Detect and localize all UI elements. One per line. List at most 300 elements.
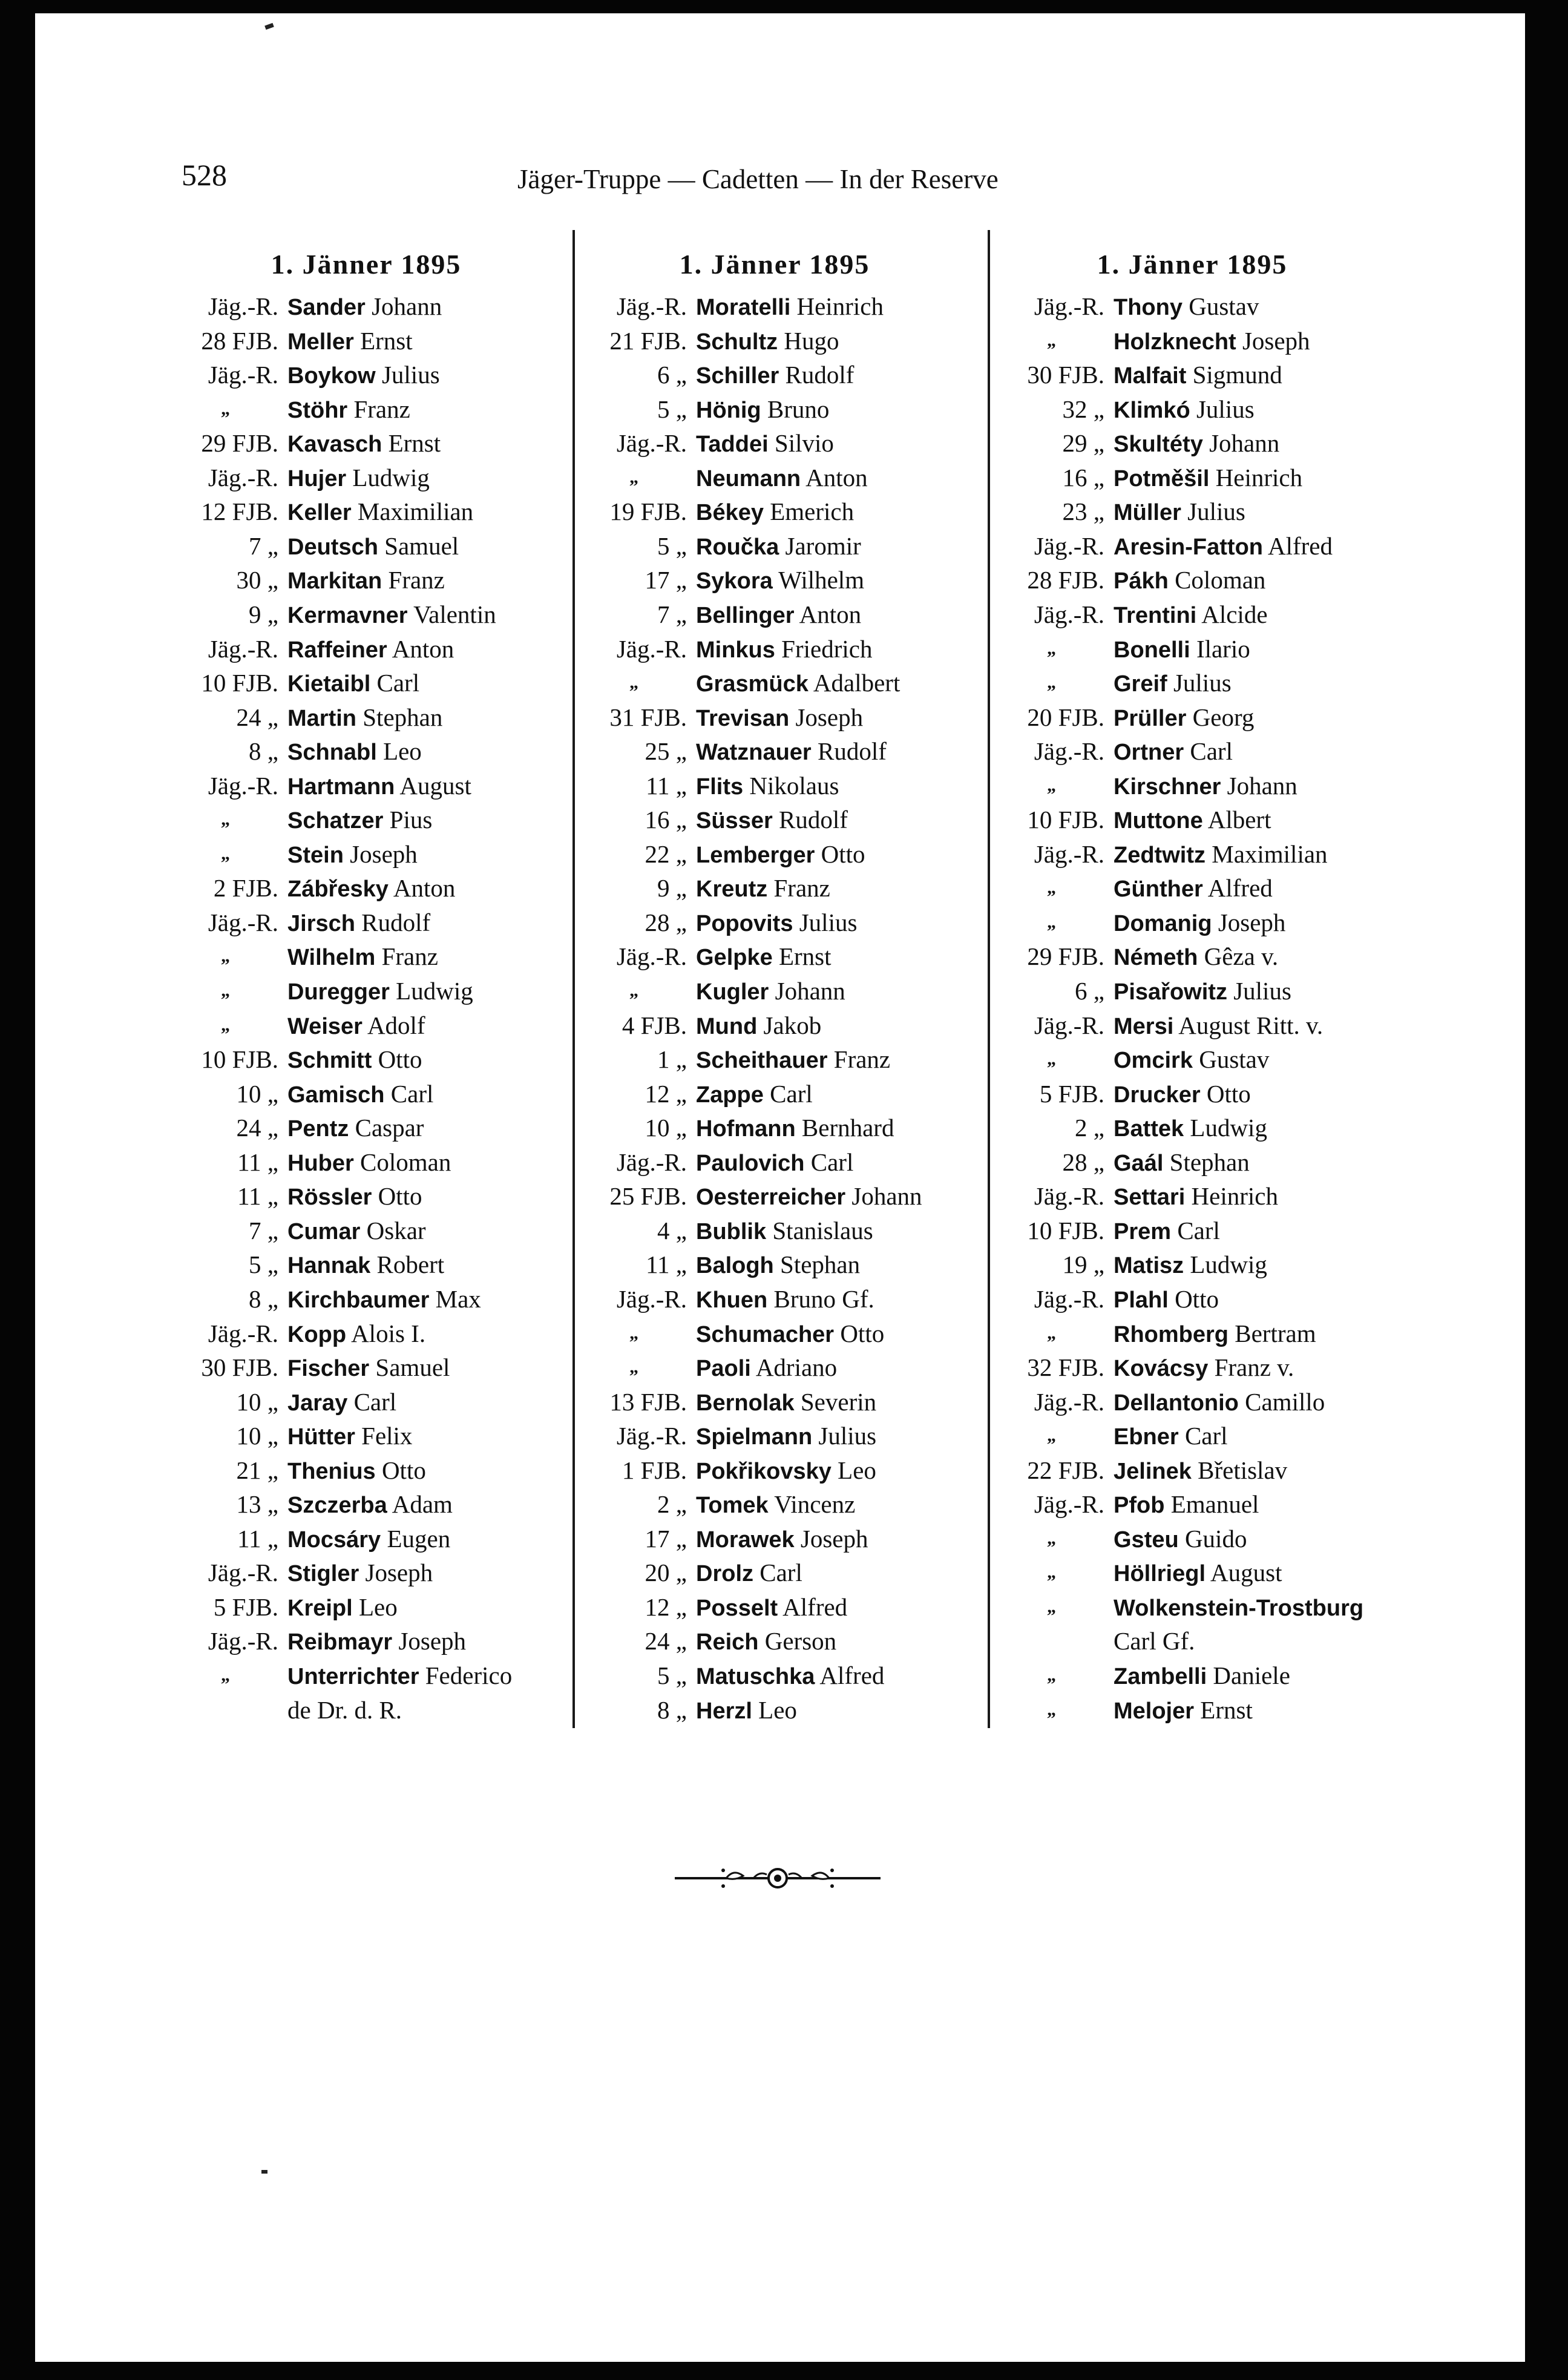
surname: Kirschner (1114, 774, 1221, 800)
person-name (696, 1453, 876, 1488)
surname: Aresin-Fatton (1114, 534, 1263, 560)
unit-label: 30 FJB. (1027, 361, 1104, 389)
person-name (1114, 1179, 1278, 1214)
given-name: Ludwig (1190, 1114, 1267, 1142)
given-name: Gustav (1199, 1045, 1270, 1074)
unit-label: 6 „ (1075, 977, 1104, 1005)
person-name (287, 1145, 451, 1180)
unit-label: Jäg.-R. (1034, 1387, 1104, 1416)
given-name: Carl (810, 1148, 854, 1176)
person-name (287, 1658, 512, 1694)
surname: Kreutz (696, 876, 768, 902)
column-divider (988, 230, 990, 1728)
person-name (287, 1214, 426, 1249)
unit-label: „ (1047, 1323, 1056, 1343)
unit-label: 1 FJB. (622, 1456, 687, 1484)
surname: Zappe (696, 1082, 764, 1108)
surname: Flits (696, 774, 744, 800)
person-name (1114, 1556, 1282, 1591)
unit-label: 10 FJB. (201, 1045, 278, 1074)
person-name (1114, 939, 1278, 975)
surname: Ebner (1114, 1424, 1179, 1450)
unit-label: 29 FJB. (1027, 942, 1104, 971)
surname: Kovácsy (1114, 1356, 1209, 1382)
surname: Scheithauer (696, 1048, 828, 1074)
unit-label: 29 FJB. (201, 429, 278, 458)
person-name (287, 529, 459, 564)
unit-label: 9 „ (657, 874, 687, 902)
surname: Trentini (1114, 602, 1197, 628)
surname: Kavasch (287, 432, 382, 458)
person-name (696, 1111, 894, 1146)
unit-label: Jäg.-R. (208, 908, 278, 936)
given-name: Bruno (767, 395, 830, 423)
person-name (1114, 1248, 1267, 1283)
surname: Meller (287, 329, 354, 355)
unit-label: Jäg.-R. (1034, 1490, 1104, 1519)
person-name (1114, 563, 1265, 598)
person-name (696, 461, 868, 496)
given-name: Julius (1187, 498, 1245, 526)
unit-label: 11 „ (646, 1251, 687, 1279)
given-name: Stephan (362, 703, 443, 731)
unit-label: „ (1047, 878, 1056, 898)
unit-label: 8 „ (249, 737, 278, 766)
unit-label: 10 FJB. (201, 669, 278, 697)
given-name: Gustav (1189, 292, 1259, 320)
given-name: Otto (840, 1319, 885, 1347)
given-name: Caspar (355, 1114, 424, 1142)
person-name (287, 666, 419, 701)
surname: Kugler (696, 979, 769, 1005)
unit-label: „ (221, 1665, 230, 1685)
unit-label: „ (1047, 638, 1056, 659)
unit-label: 5 „ (657, 1662, 687, 1689)
given-name: Johann (1209, 429, 1280, 458)
surname: Jelinek (1114, 1458, 1192, 1484)
person-name (1114, 837, 1328, 872)
unit-label: Jäg.-R. (616, 634, 687, 663)
surname: Günther (1114, 876, 1203, 902)
surname: Herzl (696, 1698, 752, 1724)
surname: Gaál (1114, 1150, 1164, 1176)
person-name (287, 734, 422, 769)
surname: Hannak (287, 1253, 371, 1279)
given-name: Ernst (1200, 1695, 1253, 1724)
person-name (696, 1658, 884, 1694)
surname: Cumar (287, 1218, 361, 1244)
surname: Taddei (696, 432, 769, 458)
surname: Fischer (287, 1356, 370, 1382)
given-name: Joseph (1242, 326, 1310, 355)
person-name (696, 1624, 836, 1659)
surname: Domanig (1114, 910, 1212, 936)
unit-label: 16 „ (1062, 463, 1104, 491)
given-name: Georg (1192, 703, 1255, 731)
surname: Matuschka (696, 1664, 815, 1689)
given-name: Ernst (388, 429, 441, 458)
unit-label: 17 „ (645, 1524, 687, 1553)
surname: Hartmann (287, 774, 395, 800)
surname: Prem (1114, 1218, 1172, 1244)
person-name (1114, 392, 1255, 427)
unit-label: Jäg.-R. (1034, 531, 1104, 560)
unit-label: Jäg.-R. (208, 361, 278, 389)
person-name (1114, 461, 1302, 496)
surname: Sykora (696, 568, 773, 594)
unit-label: 30 FJB. (201, 1353, 278, 1382)
unit-label: „ (629, 1357, 638, 1378)
surname: Drolz (696, 1561, 753, 1587)
given-name: Anton (799, 600, 862, 628)
person-name (1114, 1693, 1253, 1728)
surname: Wolkenstein-Trostburg (1114, 1595, 1364, 1621)
surname: Plahl (1114, 1287, 1169, 1313)
surname: Popovits (696, 910, 793, 936)
person-name (1114, 1008, 1323, 1044)
unit-label: 24 „ (236, 703, 278, 731)
surname: Lemberger (696, 842, 815, 868)
given-name: Joseph (350, 840, 418, 868)
surname: Hujer (287, 465, 347, 491)
given-name: Adam (392, 1490, 453, 1519)
unit-label: Jäg.-R. (208, 1319, 278, 1347)
person-name (696, 1317, 884, 1352)
person-name (696, 769, 839, 804)
surname: Paoli (696, 1356, 751, 1382)
person-name (287, 563, 445, 598)
person-name (1114, 803, 1271, 838)
given-name: Daniele (1213, 1662, 1290, 1689)
given-name: Franz (773, 874, 830, 902)
person-name (696, 1248, 860, 1283)
page-number: 528 (182, 158, 227, 192)
person-name (287, 1077, 433, 1112)
given-name: Johann (372, 292, 442, 320)
surname: Mocsáry (287, 1527, 381, 1553)
surname: Stein (287, 842, 344, 868)
person-name (287, 1008, 425, 1044)
given-name: Heinrich (1215, 463, 1303, 491)
surname: Gelpke (696, 945, 773, 971)
person-name (287, 871, 455, 906)
person-name (287, 1042, 422, 1077)
unit-label: 22 „ (645, 840, 687, 868)
unit-label: 12 FJB. (201, 498, 278, 526)
unit-label: 10 FJB. (1027, 806, 1104, 834)
surname: Watznauer (696, 740, 812, 766)
given-name: Adriano (755, 1353, 838, 1382)
person-name (1114, 1419, 1228, 1454)
unit-label: „ (1047, 1665, 1056, 1685)
person-name (287, 1385, 396, 1420)
person-name (696, 1350, 837, 1386)
unit-label: Jäg.-R. (1034, 840, 1104, 868)
person-name (696, 597, 861, 633)
person-name (287, 700, 442, 735)
person-name (287, 906, 430, 941)
unit-label: 21 FJB. (609, 326, 687, 355)
unit-label: 22 FJB. (1027, 1456, 1104, 1484)
surname: Bublik (696, 1218, 767, 1244)
person-name (287, 1419, 412, 1454)
unit-label: Jäg.-R. (1034, 1182, 1104, 1211)
given-name: Otto (381, 1456, 426, 1484)
given-name: Stephan (1169, 1148, 1250, 1176)
unit-label: 17 „ (645, 566, 687, 594)
person-name (1114, 666, 1232, 701)
person-name (696, 563, 864, 598)
given-name: Julius (799, 908, 858, 936)
given-name: Eugen (387, 1524, 451, 1553)
given-name: Carl (1177, 1216, 1220, 1244)
person-name (696, 906, 857, 941)
unit-label: 8 „ (249, 1284, 278, 1313)
surname: Neumann (696, 465, 801, 491)
person-name (1114, 1453, 1287, 1488)
unit-label: Jäg.-R. (616, 292, 687, 320)
person-name (1114, 734, 1233, 769)
given-name: Adolf (367, 1011, 425, 1039)
person-name (287, 1179, 422, 1214)
surname: Prüller (1114, 705, 1187, 731)
given-name: Joseph (795, 703, 864, 731)
given-name: Otto (378, 1182, 422, 1211)
person-name (696, 1385, 876, 1420)
given-name: Leo (758, 1695, 797, 1724)
given-name: Wilhelm (778, 566, 865, 594)
unit-label: 11 „ (237, 1148, 278, 1176)
given-name: Silvio (774, 429, 834, 458)
person-name (287, 803, 432, 838)
surname: Bernolak (696, 1390, 795, 1416)
surname: Keller (287, 500, 352, 526)
unit-label: 5 FJB. (213, 1593, 278, 1621)
given-name: Stanislaus (772, 1216, 873, 1244)
person-name (287, 597, 496, 633)
unit-label: „ (1047, 1528, 1056, 1548)
surname: Reich (696, 1629, 759, 1655)
unit-label: „ (1047, 1562, 1056, 1583)
surname: Pisařowitz (1114, 979, 1227, 1005)
person-name (696, 666, 900, 701)
unit-label: 10 „ (236, 1387, 278, 1416)
person-name (696, 358, 854, 393)
person-name (1114, 597, 1268, 633)
name-continuation: Carl Gf. (1114, 1627, 1195, 1655)
person-name (1114, 426, 1279, 461)
given-name: Camillo (1245, 1387, 1325, 1416)
surname: Schumacher (696, 1321, 835, 1347)
unit-label: „ (629, 467, 638, 487)
surname: Hofmann (696, 1116, 796, 1142)
surname: Potměšil (1114, 465, 1210, 491)
unit-label: 28 „ (645, 908, 687, 936)
person-name (287, 1350, 450, 1386)
person-name (1114, 1487, 1259, 1522)
given-name: Leo (358, 1593, 398, 1621)
unit-label: „ (1047, 1049, 1056, 1070)
given-name: Carl (390, 1079, 434, 1108)
surname: Boykow (287, 363, 376, 389)
unit-label: „ (629, 672, 638, 693)
given-name: Rudolf (361, 908, 431, 936)
person-name (1114, 289, 1259, 324)
given-name: Franz v. (1214, 1353, 1294, 1382)
surname: Süsser (696, 808, 773, 834)
surname: Omcirk (1114, 1048, 1193, 1074)
person-name (287, 495, 473, 530)
surname: Duregger (287, 979, 390, 1005)
surname: Ortner (1114, 740, 1184, 766)
surname: Skultéty (1114, 432, 1203, 458)
surname: Pfob (1114, 1493, 1165, 1519)
surname: Raffeiner (287, 637, 387, 663)
given-name: Gêza v. (1204, 942, 1279, 971)
unit-label: 2 „ (1075, 1114, 1104, 1142)
surname: Németh (1114, 945, 1198, 971)
unit-label: 25 FJB. (609, 1182, 687, 1211)
unit-label: Jäg.-R. (1034, 600, 1104, 628)
unit-label: 16 „ (645, 806, 687, 834)
given-name: Leo (383, 737, 422, 766)
unit-label: Jäg.-R. (616, 1284, 687, 1313)
unit-label: Jäg.-R. (208, 292, 278, 320)
given-name: Carl (353, 1387, 397, 1416)
given-name: Joseph (1218, 908, 1286, 936)
name-continuation: de Dr. d. R. (287, 1695, 402, 1724)
surname: Kirchbaumer (287, 1287, 430, 1313)
person-name (1114, 1522, 1247, 1557)
unit-label: 4 „ (657, 1216, 687, 1244)
unit-label: Jäg.-R. (616, 1148, 687, 1176)
given-name: Felix (361, 1422, 413, 1450)
person-name (696, 392, 829, 427)
unit-label: 28 FJB. (1027, 566, 1104, 594)
given-name: Julius (1173, 669, 1232, 697)
unit-label: 2 „ (657, 1490, 687, 1519)
person-name (287, 1248, 444, 1283)
given-name: Nikolaus (749, 771, 839, 800)
unit-label: 5 „ (657, 531, 687, 560)
surname: Pentz (287, 1116, 349, 1142)
unit-label: 12 „ (645, 1593, 687, 1621)
given-name: Rudolf (817, 737, 887, 766)
unit-label: 24 „ (236, 1114, 278, 1142)
unit-label: 2 FJB. (213, 874, 278, 902)
given-name: Julius (1233, 977, 1291, 1005)
unit-label: „ (1047, 672, 1056, 693)
unit-label: Jäg.-R. (1034, 1284, 1104, 1313)
person-name (287, 392, 410, 427)
given-name: Franz (353, 395, 410, 423)
unit-label: „ (221, 946, 230, 967)
unit-label: Jäg.-R. (208, 634, 278, 663)
person-name (696, 734, 887, 769)
surname: Gamisch (287, 1082, 385, 1108)
surname: Pákh (1114, 568, 1169, 594)
given-name: Julius (1196, 395, 1255, 423)
unit-label: „ (221, 398, 230, 419)
unit-label: „ (221, 981, 230, 1001)
given-name: Albert (1207, 806, 1271, 834)
given-name: Anton (393, 874, 456, 902)
person-name (696, 1145, 853, 1180)
person-name (696, 1282, 874, 1317)
unit-label: 19 „ (1062, 1251, 1104, 1279)
given-name: Carl (376, 669, 420, 697)
person-name (287, 1522, 450, 1557)
given-name: Jakob (763, 1011, 822, 1039)
unit-label: 32 „ (1062, 395, 1104, 423)
person-name (1114, 529, 1333, 564)
unit-label: „ (629, 1323, 638, 1343)
person-name (1114, 495, 1245, 530)
given-name: Ludwig (352, 463, 430, 491)
surname: Schnabl (287, 740, 377, 766)
surname: Settari (1114, 1185, 1186, 1211)
unit-label: 10 „ (236, 1422, 278, 1450)
unit-label: „ (629, 981, 638, 1001)
given-name: Emanuel (1170, 1490, 1259, 1519)
person-name (1114, 1214, 1220, 1249)
unit-label: Jäg.-R. (616, 429, 687, 458)
surname: Zábřesky (287, 876, 389, 902)
unit-label: 23 „ (1062, 498, 1104, 526)
given-name: Otto (821, 840, 865, 868)
given-name: August (1210, 1559, 1282, 1587)
surname: Zedtwitz (1114, 842, 1206, 868)
person-name (287, 358, 440, 393)
given-name: Otto (1175, 1284, 1219, 1313)
unit-label: „ (221, 1014, 230, 1035)
surname: Wilhelm (287, 945, 376, 971)
surname: Greif (1114, 671, 1167, 697)
surname: Minkus (696, 637, 775, 663)
unit-label: 28 FJB. (201, 326, 278, 355)
given-name: Ernst (360, 326, 413, 355)
surname: Drucker (1114, 1082, 1201, 1108)
person-name (696, 529, 861, 564)
surname: Trevisan (696, 705, 790, 731)
unit-label: 5 „ (657, 395, 687, 423)
surname: Stöhr (287, 397, 348, 423)
given-name: Franz (388, 566, 445, 594)
unit-label: „ (1047, 1699, 1056, 1720)
given-name: Robert (376, 1251, 445, 1279)
person-name (696, 1077, 813, 1112)
person-name (696, 632, 872, 667)
unit-label: 7 „ (657, 600, 687, 628)
given-name: Maximilian (1212, 840, 1328, 868)
column-divider (572, 230, 575, 1728)
unit-label: 21 „ (236, 1456, 278, 1484)
given-name: Anton (805, 463, 868, 491)
person-name (1114, 974, 1291, 1009)
person-name (287, 289, 442, 324)
unit-label: 24 „ (645, 1627, 687, 1655)
unit-label: 30 „ (236, 566, 278, 594)
surname: Unterrichter (287, 1664, 419, 1689)
running-title: Jäger-Truppe — Cadetten — In der Reserve (517, 164, 999, 194)
person-name (696, 803, 848, 838)
surname: Bonelli (1114, 637, 1190, 663)
given-name: Joseph (365, 1559, 433, 1587)
surname: Matisz (1114, 1253, 1184, 1279)
unit-label: 4 FJB. (622, 1011, 687, 1039)
given-name: Otto (378, 1045, 422, 1074)
surname: Martin (287, 705, 356, 731)
